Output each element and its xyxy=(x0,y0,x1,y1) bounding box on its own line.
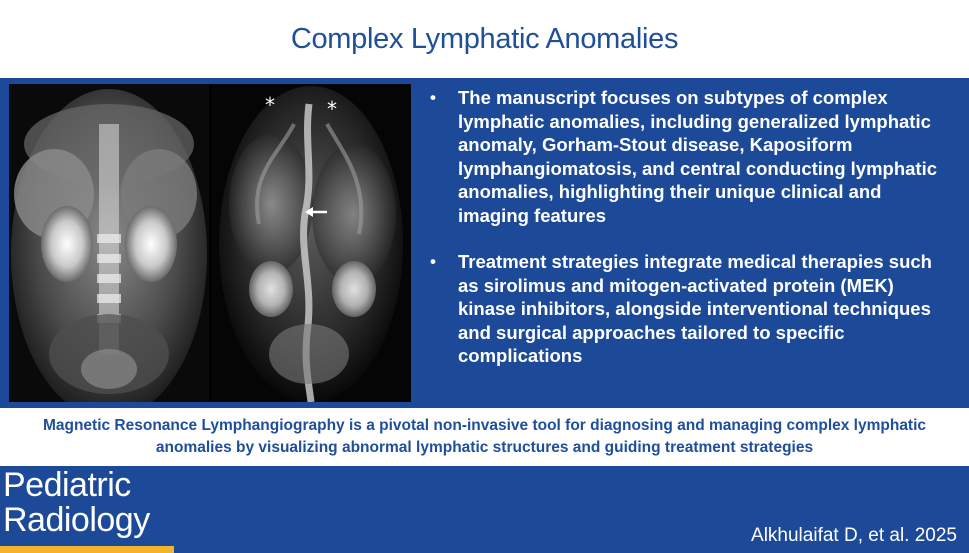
journal-logo xyxy=(3,468,150,538)
bullet-text: Treatment strategies integrate medical therapies such as sirolimus and mitogen-activated protein (MEK) kinase inhibitors, alongside interventional techniques and surgical approaches tailored to specific complications xyxy=(458,251,932,366)
page-title: Complex Lymphatic Anomalies xyxy=(290,22,679,55)
logo-accent-bar xyxy=(0,546,174,553)
footer xyxy=(0,466,969,553)
bullet-dot-icon: • xyxy=(430,88,436,107)
bullet-list xyxy=(428,86,953,391)
mri-figure xyxy=(9,84,411,402)
mri-image xyxy=(9,84,411,402)
title-bar xyxy=(0,0,969,78)
bullet-dot-icon: • xyxy=(430,252,436,271)
bullet-text: The manuscript focuses on subtypes of complex lymphatic anomalies, including generalized lymphatic anomaly, Gorham-Stout disease, Kaposiform lymphangiomatosis, and central conducting lymphatic anomalies, highlighting their unique clinical and imaging features xyxy=(458,87,938,226)
citation: Alkhulaifat D, et al. 2025 xyxy=(751,525,957,546)
journal-name-line2: Radiology xyxy=(3,501,150,539)
mri-right-panel xyxy=(212,84,411,402)
bullet-item xyxy=(428,250,953,368)
bullet-item xyxy=(428,86,953,227)
mri-left-panel xyxy=(9,84,209,402)
summary-text: Magnetic Resonance Lymphangiography is a pivotal non-invasive tool for diagnosing and managing complex lymphatic anomalies by visualizing abnormal lymphatic structures and guiding treatment strategies xyxy=(42,417,927,456)
content-panel xyxy=(0,78,969,408)
asterisk-marker-2: * xyxy=(327,97,337,121)
journal-name-line1: Pediatric xyxy=(3,466,131,504)
summary-banner xyxy=(0,408,969,466)
asterisk-marker-1: * xyxy=(265,93,275,117)
